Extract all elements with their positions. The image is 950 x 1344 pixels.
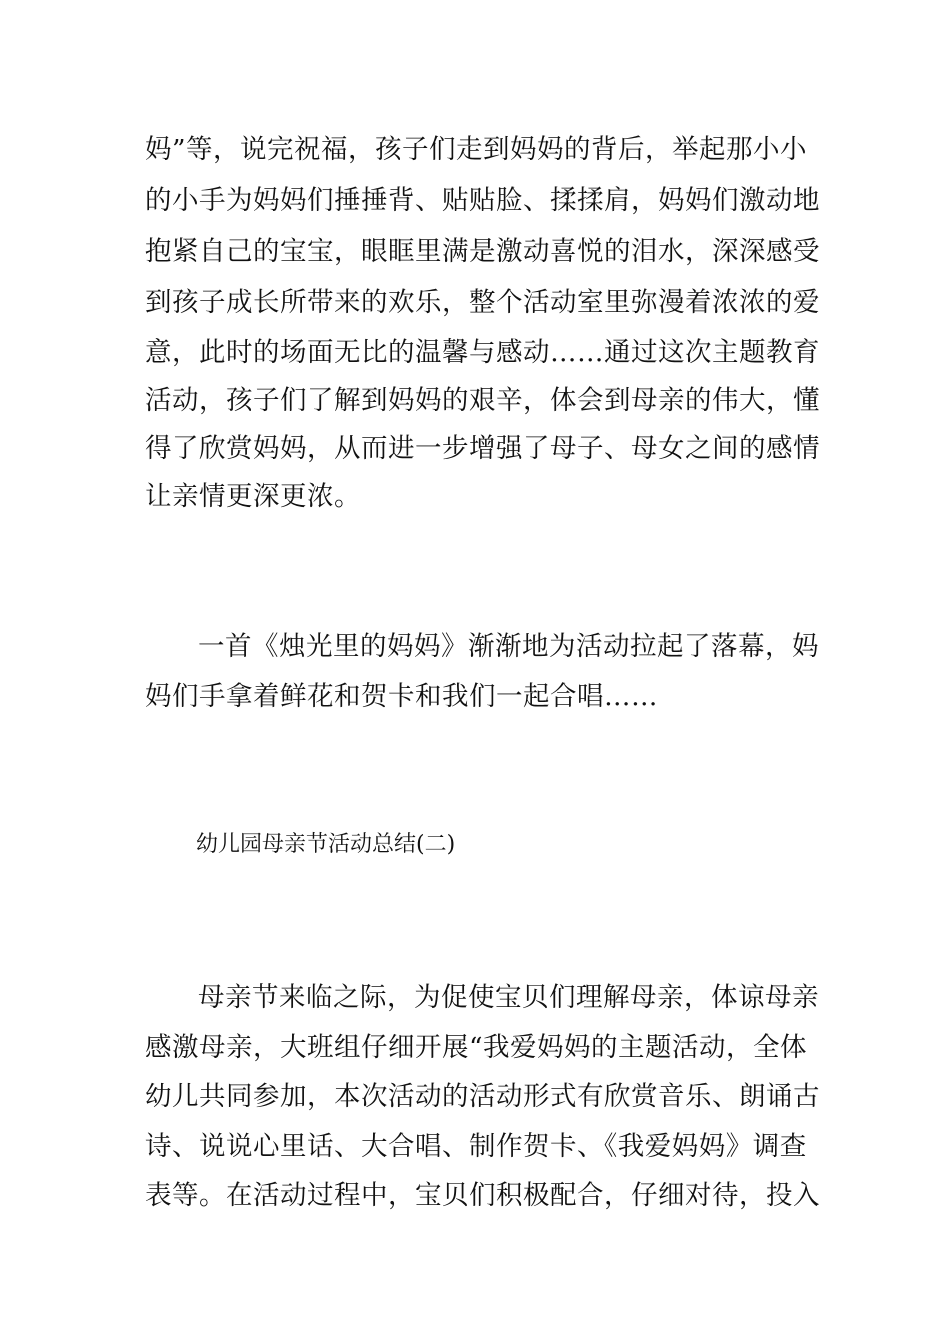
paragraph-line: 一首《烛光里的妈妈》渐渐地为活动拉起了落幕，妈 [198,631,819,662]
section-heading: 幼儿园母亲节活动总结(二) [196,832,456,857]
paragraph-line: 妈”等，说完祝福，孩子们走到妈妈的背后，举起那小小 [145,134,808,165]
paragraph-line: 让亲情更深更浓。 [145,481,361,512]
paragraph-line: 抱紧自己的宝宝，眼眶里满是激动喜悦的泪水，深深感受 [145,236,820,267]
paragraph-line: 表等。在活动过程中，宝贝们积极配合，仔细对待，投入 [145,1180,820,1211]
paragraph-line: 母亲节来临之际，为促使宝贝们理解母亲，体谅母亲 [198,982,819,1013]
paragraph-line: 幼儿共同参加，本次活动的活动形式有欣赏音乐、朗诵古 [145,1081,820,1112]
paragraph-line: 活动，孩子们了解到妈妈的艰辛，体会到母亲的伟大，懂 [145,385,820,416]
paragraph-line: 妈们手拿着鲜花和贺卡和我们一起合唱…… [145,681,658,712]
paragraph-line: 意，此时的场面无比的温馨与感动……通过这次主题教育 [145,337,820,368]
paragraph-line: 到孩子成长所带来的欢乐，整个活动室里弥漫着浓浓的爱 [145,287,820,318]
paragraph-line: 感激母亲，大班组仔细开展“我爱妈妈的主题活动，全体 [145,1032,808,1063]
paragraph-line: 诗、说说心里话、大合唱、制作贺卡、《我爱妈妈》调查 [145,1131,807,1162]
paragraph-line: 的小手为妈妈们捶捶背、贴贴脸、揉揉肩，妈妈们激动地 [145,185,820,216]
paragraph-line: 得了欣赏妈妈，从而进一步增强了母子、母女之间的感情 [145,433,820,464]
